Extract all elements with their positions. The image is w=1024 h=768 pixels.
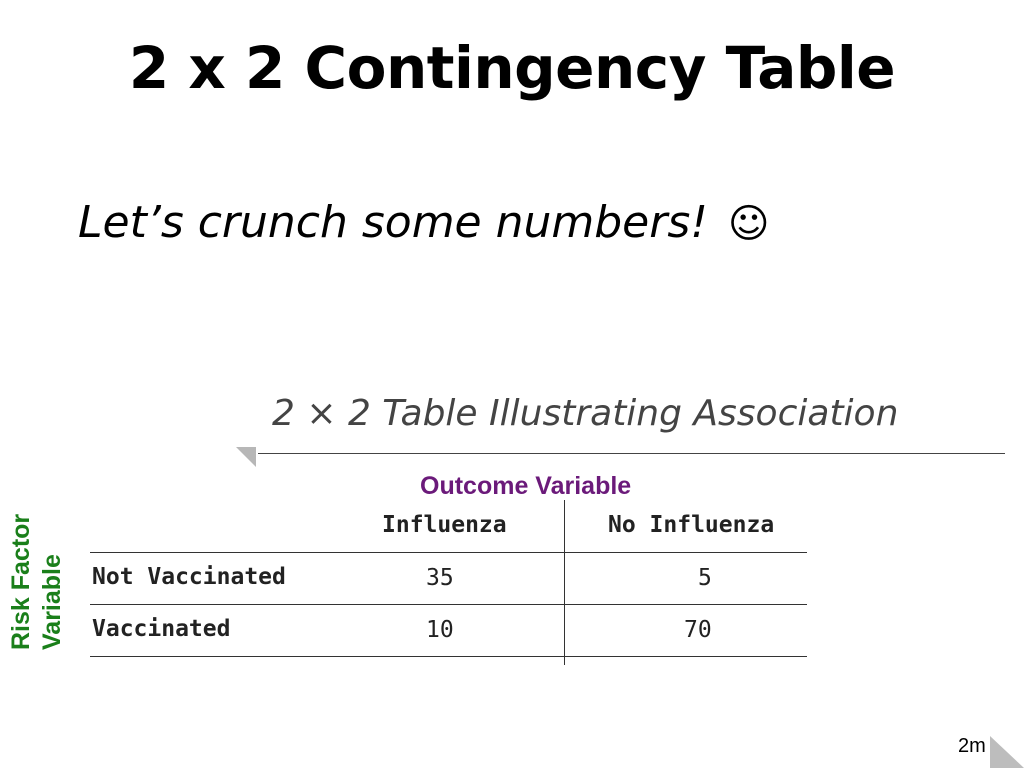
caption-divider (258, 453, 1005, 454)
table-rule (90, 604, 807, 605)
column-header-influenza: Influenza (382, 512, 507, 538)
smiley-icon: ☺ (727, 201, 770, 247)
subtitle (78, 190, 770, 257)
cell-not-vaccinated-no-influenza: 5 (698, 565, 712, 591)
table-column-divider (564, 500, 565, 665)
table-rule (90, 552, 807, 553)
slide-number: 2m (958, 735, 986, 757)
figure-caption: 2 × 2 Table Illustrating Association (272, 393, 899, 434)
subtitle-text: Let’s crunch some numbers! (78, 197, 708, 248)
cell-vaccinated-no-influenza: 70 (684, 617, 712, 643)
slide-title: 2 x 2 Contingency Table (128, 34, 896, 102)
page-curl-decoration (990, 736, 1024, 768)
risk-factor-variable-label (6, 490, 68, 650)
outcome-variable-label: Outcome Variable (420, 472, 632, 500)
cell-vaccinated-influenza: 10 (426, 617, 454, 643)
risk-factor-label-line1: Risk Factor (7, 513, 35, 650)
cell-not-vaccinated-influenza: 35 (426, 565, 454, 591)
table-rule (90, 656, 807, 657)
row-header-not-vaccinated: Not Vaccinated (92, 564, 286, 590)
column-header-no-influenza: No Influenza (608, 512, 775, 538)
row-header-vaccinated: Vaccinated (92, 616, 231, 642)
corner-tab-decoration (236, 447, 256, 467)
contingency-table (90, 500, 807, 665)
risk-factor-label-line2: Variable (38, 554, 66, 650)
